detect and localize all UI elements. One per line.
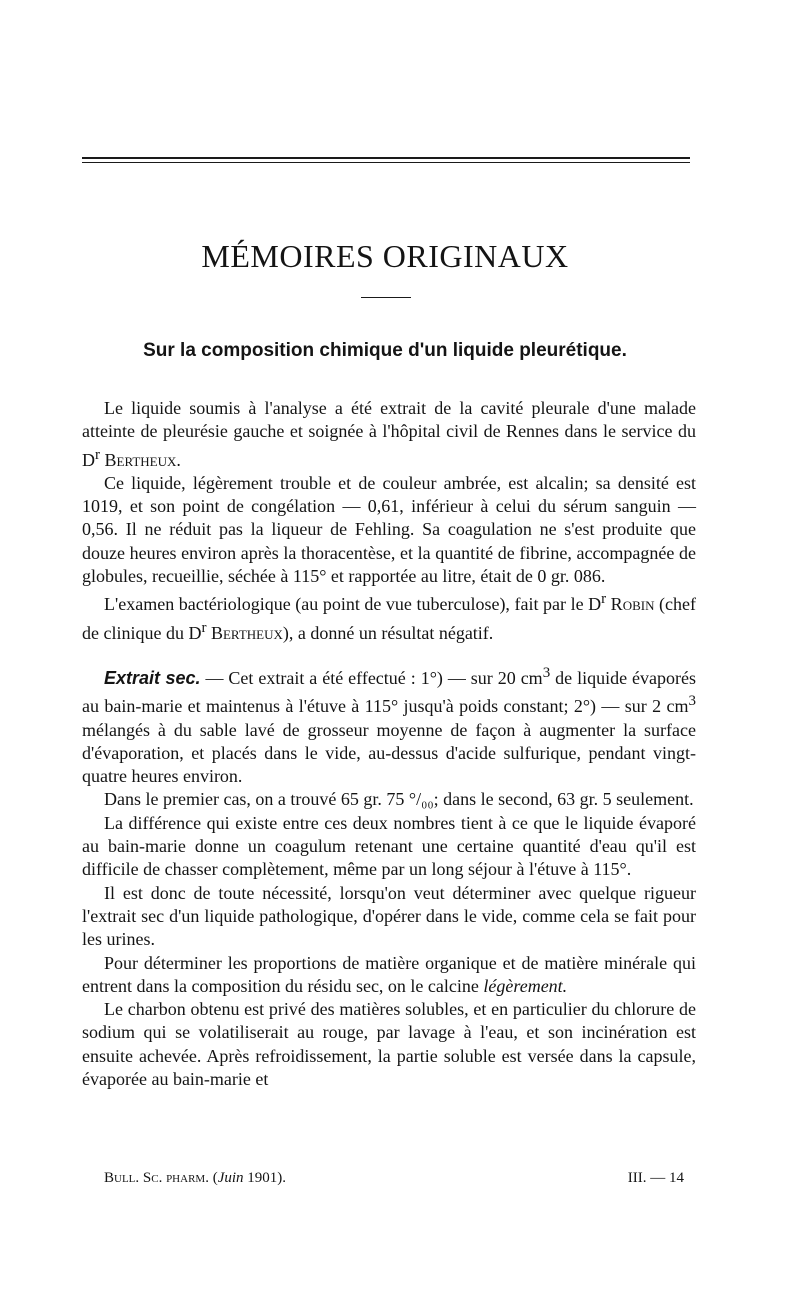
p4-sup-1: 3 xyxy=(542,664,551,681)
footer-year: 1901). xyxy=(243,1170,287,1186)
p4-text-b: de liquide évaporés au bain-marie et maintenus à l'étuve à 115° jusqu'à poids constant; 2°) — sur 2 cm xyxy=(82,667,696,717)
paragraph-8 xyxy=(82,952,696,999)
p3-text-a: L'examen bactériologique (au point de vue tuberculose), fait par le D xyxy=(104,594,602,615)
p1-sup: r xyxy=(95,446,100,463)
paragraph-4 xyxy=(82,662,696,788)
p1-text: Le liquide soumis à l'analyse a été extrait de la cavité pleurale d'une malade atteinte de pleurésie gauche et soignée à l'hôpital civil de Rennes dans le service du D xyxy=(82,398,696,470)
extrait-sec-label: Extrait sec. xyxy=(104,667,201,688)
paragraph-7: Il est donc de toute nécessité, lorsqu'on veut déterminer avec quelque rigueur l'extrait sec d'un liquide pathologique, d'opérer dans le vide, comme cela se fait pour les urines. xyxy=(82,882,696,950)
page-footer xyxy=(82,1170,684,1187)
paragraph-1 xyxy=(82,397,696,472)
p3-sup-1: r xyxy=(601,591,607,608)
footer-page-number: III. — 14 xyxy=(627,1170,684,1186)
p8-italic: légèrement. xyxy=(483,975,568,996)
p3-sup-2: r xyxy=(201,619,207,636)
article-title: Sur la composition chimique d'un liquide pleurétique. xyxy=(143,340,627,361)
p4-text-c: mélangés à du sable lavé de grosseur moyenne de façon à augmenter la surface d'évaporation, et placés dans le vide, au-dessus d'acide sulfurique, pendant vingt-quatre heures environ. xyxy=(82,719,696,787)
p8-text: Pour déterminer les proportions de matière organique et de matière minérale qui entrent dans la composition du résidu sec, on le calcine xyxy=(82,952,696,996)
p1-name: Bertheux. xyxy=(100,449,181,470)
p3-text-c: ), a donné un résultat négatif. xyxy=(282,622,494,643)
paragraph-9: Le charbon obtenu est privé des matières solubles, et en particulier du chlorure de sodium qui se volatiliserait au rouge, par lavage à l'eau, et son incinération est ensuite achevée. Après refroidissement, la partie soluble est versée dans la capsule, évaporée au bain-marie et xyxy=(82,999,696,1090)
p3-name-1: Robin xyxy=(606,594,655,615)
header-rule-thin xyxy=(82,162,690,163)
footer-journal: Bull. Sc. pharm. ( xyxy=(104,1170,218,1186)
header-rule-thick xyxy=(82,157,690,159)
p3-name-2: Bertheux xyxy=(206,622,283,643)
paragraph-3 xyxy=(82,588,696,645)
p4-text-a: — Cet extrait a été effectué : 1°) — sur 20 cm xyxy=(200,667,543,688)
footer-month: Juin xyxy=(217,1170,244,1186)
footer-citation xyxy=(82,1170,286,1187)
p3-text-b: (chef de clinique du D xyxy=(82,594,696,643)
paragraph-5: Dans le premier cas, on a trouvé 65 gr. 75 °/₀₀; dans le second, 63 gr. 5 seulement. xyxy=(104,789,694,810)
title-divider xyxy=(361,297,411,298)
paragraph-6: La différence qui existe entre ces deux nombres tient à ce que le liquide évaporé au bain-marie donne un coagulum retenant une certaine quantité d'eau qu'il est difficile de chasser complètement, même par un long séjour à l'étuve à 115°. xyxy=(82,812,696,880)
p4-sup-2: 3 xyxy=(688,693,696,710)
article-body xyxy=(82,397,696,1091)
section-title: MÉMOIRES ORIGINAUX xyxy=(201,238,569,274)
paragraph-2: Ce liquide, légèrement trouble et de couleur ambrée, est alcalin; sa densité est 1019, et son point de congélation — 0,61, inférieur à celui du sérum sanguin — 0,56. Il ne réduit pas la liqueur de Fehling. Sa coagulation ne s'est produite que douze heures environ après la thoracentèse, et la quantité de fibrine, accompagnée de globules, recueillie, séchée à 115° et rapportée au litre, était de 0 gr. 086. xyxy=(82,472,696,587)
